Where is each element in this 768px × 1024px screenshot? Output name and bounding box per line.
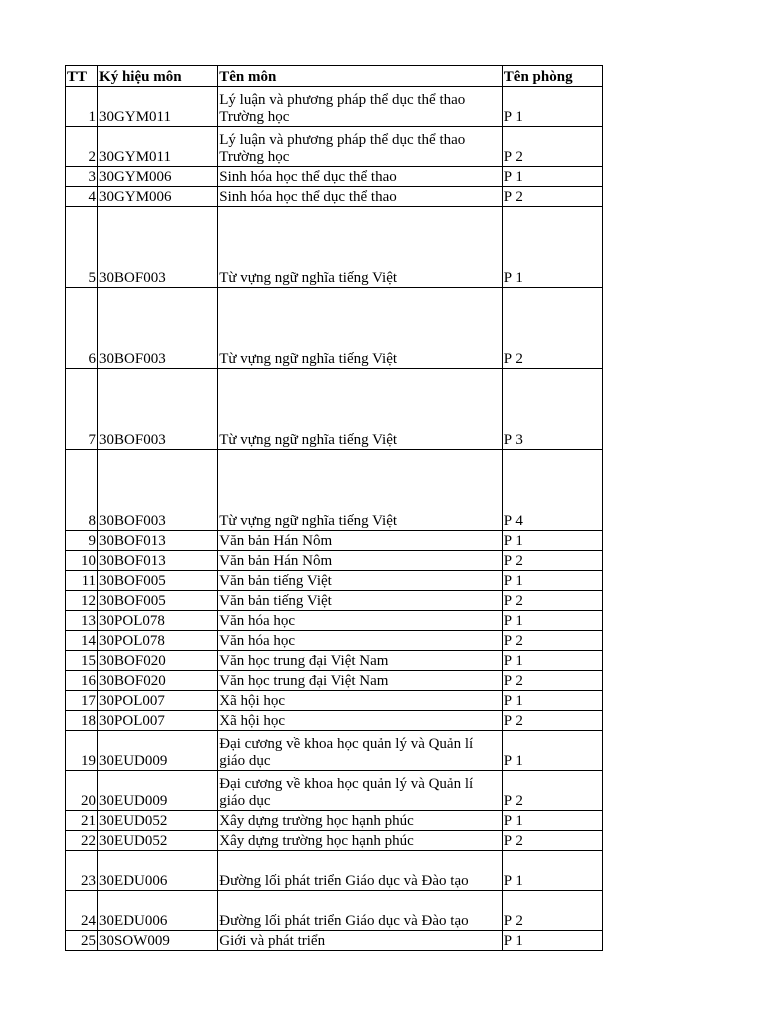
cell-room[interactable]: P 1 bbox=[502, 571, 602, 591]
cell-room[interactable]: P 1 bbox=[502, 851, 602, 891]
cell-code[interactable]: 30BOF013 bbox=[98, 551, 218, 571]
cell-name[interactable]: Từ vựng ngữ nghĩa tiếng Việt bbox=[218, 369, 503, 450]
cell-room[interactable]: P 2 bbox=[502, 711, 602, 731]
cell-tt[interactable]: 1 bbox=[66, 87, 98, 127]
cell-room[interactable]: P 1 bbox=[502, 651, 602, 671]
table-row bbox=[66, 831, 603, 851]
cell-name[interactable]: Văn bản tiếng Việt bbox=[218, 571, 503, 591]
cell-room[interactable]: P 1 bbox=[502, 731, 602, 771]
cell-name[interactable]: Đại cương về khoa học quản lý và Quản lí giáo dục bbox=[218, 731, 503, 771]
cell-code[interactable]: 30EUD052 bbox=[98, 831, 218, 851]
cell-room[interactable]: P 2 bbox=[502, 831, 602, 851]
table-row bbox=[66, 671, 603, 691]
cell-tt[interactable]: 5 bbox=[66, 207, 98, 288]
cell-tt[interactable]: 10 bbox=[66, 551, 98, 571]
cell-room[interactable]: P 1 bbox=[502, 87, 602, 127]
cell-code[interactable]: 30POL007 bbox=[98, 691, 218, 711]
cell-room[interactable]: P 2 bbox=[502, 187, 602, 207]
cell-room[interactable]: P 2 bbox=[502, 288, 602, 369]
cell-tt[interactable]: 21 bbox=[66, 811, 98, 831]
cell-room[interactable]: P 2 bbox=[502, 551, 602, 571]
cell-room[interactable]: P 1 bbox=[502, 811, 602, 831]
cell-room[interactable]: P 1 bbox=[502, 167, 602, 187]
cell-tt[interactable]: 12 bbox=[66, 591, 98, 611]
cell-name[interactable]: Từ vựng ngữ nghĩa tiếng Việt bbox=[218, 450, 503, 531]
table-row bbox=[66, 591, 603, 611]
cell-code[interactable]: 30SOW009 bbox=[98, 931, 218, 951]
cell-code[interactable]: 30BOF003 bbox=[98, 450, 218, 531]
cell-room[interactable]: P 1 bbox=[502, 691, 602, 711]
cell-name[interactable]: Đường lối phát triển Giáo dục và Đào tạo bbox=[218, 891, 503, 931]
cell-name[interactable]: Văn học trung đại Việt Nam bbox=[218, 651, 503, 671]
cell-code[interactable]: 30BOF013 bbox=[98, 531, 218, 551]
cell-name[interactable]: Sinh hóa học thể dục thể thao bbox=[218, 187, 503, 207]
table-row bbox=[66, 450, 603, 531]
cell-code[interactable]: 30BOF005 bbox=[98, 571, 218, 591]
table-row bbox=[66, 288, 603, 369]
cell-name[interactable]: Văn hóa học bbox=[218, 631, 503, 651]
table-row bbox=[66, 631, 603, 651]
table-row bbox=[66, 611, 603, 631]
cell-tt[interactable]: 15 bbox=[66, 651, 98, 671]
cell-room[interactable]: P 2 bbox=[502, 771, 602, 811]
cell-name[interactable]: Lý luận và phương pháp thể dục thể thao Trường học bbox=[218, 87, 503, 127]
cell-tt[interactable]: 17 bbox=[66, 691, 98, 711]
cell-room[interactable]: P 1 bbox=[502, 931, 602, 951]
cell-tt[interactable]: 23 bbox=[66, 851, 98, 891]
cell-code[interactable]: 30EUD009 bbox=[98, 731, 218, 771]
cell-name[interactable]: Từ vựng ngữ nghĩa tiếng Việt bbox=[218, 288, 503, 369]
table-row bbox=[66, 691, 603, 711]
table-row bbox=[66, 187, 603, 207]
cell-code[interactable]: 30BOF003 bbox=[98, 207, 218, 288]
cell-code[interactable]: 30BOF020 bbox=[98, 651, 218, 671]
cell-tt[interactable]: 9 bbox=[66, 531, 98, 551]
cell-code[interactable]: 30GYM006 bbox=[98, 167, 218, 187]
cell-room[interactable]: P 1 bbox=[502, 531, 602, 551]
cell-name[interactable]: Văn hóa học bbox=[218, 611, 503, 631]
table-body bbox=[66, 87, 603, 951]
cell-name[interactable]: Xây dựng trường học hạnh phúc bbox=[218, 811, 503, 831]
cell-name[interactable]: Giới và phát triển bbox=[218, 931, 503, 951]
cell-tt[interactable]: 19 bbox=[66, 731, 98, 771]
table-row bbox=[66, 811, 603, 831]
table-row bbox=[66, 207, 603, 288]
cell-code[interactable]: 30EDU006 bbox=[98, 891, 218, 931]
cell-code[interactable]: 30POL078 bbox=[98, 631, 218, 651]
room-schedule-table bbox=[65, 65, 603, 951]
cell-name[interactable]: Xã hội học bbox=[218, 691, 503, 711]
cell-code[interactable]: 30EUD009 bbox=[98, 771, 218, 811]
cell-tt[interactable]: 25 bbox=[66, 931, 98, 951]
cell-room[interactable]: P 2 bbox=[502, 127, 602, 167]
cell-code[interactable]: 30BOF003 bbox=[98, 288, 218, 369]
cell-tt[interactable]: 16 bbox=[66, 671, 98, 691]
cell-name[interactable]: Văn học trung đại Việt Nam bbox=[218, 671, 503, 691]
cell-tt[interactable]: 24 bbox=[66, 891, 98, 931]
cell-code[interactable]: 30POL078 bbox=[98, 611, 218, 631]
table-row bbox=[66, 931, 603, 951]
cell-name[interactable]: Xã hội học bbox=[218, 711, 503, 731]
table-row bbox=[66, 771, 603, 811]
cell-tt[interactable]: 18 bbox=[66, 711, 98, 731]
header-code[interactable]: Ký hiệu môn bbox=[98, 66, 218, 87]
cell-room[interactable]: P 4 bbox=[502, 450, 602, 531]
table-row bbox=[66, 731, 603, 771]
cell-code[interactable]: 30BOF020 bbox=[98, 671, 218, 691]
table-row bbox=[66, 891, 603, 931]
table-row bbox=[66, 551, 603, 571]
table-row bbox=[66, 651, 603, 671]
cell-tt[interactable]: 11 bbox=[66, 571, 98, 591]
cell-room[interactable]: P 2 bbox=[502, 631, 602, 651]
cell-tt[interactable]: 7 bbox=[66, 369, 98, 450]
cell-room[interactable]: P 2 bbox=[502, 891, 602, 931]
header-tt[interactable]: TT bbox=[66, 66, 98, 87]
cell-tt[interactable]: 8 bbox=[66, 450, 98, 531]
cell-name[interactable]: Đường lối phát triển Giáo dục và Đào tạo bbox=[218, 851, 503, 891]
table-row bbox=[66, 531, 603, 551]
cell-name[interactable]: Văn bản Hán Nôm bbox=[218, 551, 503, 571]
cell-code[interactable]: 30EUD052 bbox=[98, 811, 218, 831]
table-row bbox=[66, 369, 603, 450]
cell-name[interactable]: Văn bản Hán Nôm bbox=[218, 531, 503, 551]
cell-room[interactable]: P 1 bbox=[502, 207, 602, 288]
cell-name[interactable]: Xây dựng trường học hạnh phúc bbox=[218, 831, 503, 851]
cell-tt[interactable]: 2 bbox=[66, 127, 98, 167]
cell-name[interactable]: Đại cương về khoa học quản lý và Quản lí giáo dục bbox=[218, 771, 503, 811]
cell-tt[interactable]: 13 bbox=[66, 611, 98, 631]
cell-tt[interactable]: 3 bbox=[66, 167, 98, 187]
header-row bbox=[66, 66, 603, 87]
table-row bbox=[66, 127, 603, 167]
cell-tt[interactable]: 22 bbox=[66, 831, 98, 851]
header-room[interactable]: Tên phòng bbox=[502, 66, 602, 87]
cell-code[interactable]: 30GYM011 bbox=[98, 127, 218, 167]
table-row bbox=[66, 711, 603, 731]
cell-tt[interactable]: 6 bbox=[66, 288, 98, 369]
cell-room[interactable]: P 3 bbox=[502, 369, 602, 450]
cell-tt[interactable]: 4 bbox=[66, 187, 98, 207]
cell-code[interactable]: 30BOF005 bbox=[98, 591, 218, 611]
cell-code[interactable]: 30POL007 bbox=[98, 711, 218, 731]
cell-code[interactable]: 30GYM006 bbox=[98, 187, 218, 207]
cell-room[interactable]: P 1 bbox=[502, 611, 602, 631]
table-row bbox=[66, 851, 603, 891]
cell-code[interactable]: 30BOF003 bbox=[98, 369, 218, 450]
cell-name[interactable]: Văn bản tiếng Việt bbox=[218, 591, 503, 611]
table-row bbox=[66, 571, 603, 591]
cell-room[interactable]: P 2 bbox=[502, 591, 602, 611]
cell-code[interactable]: 30GYM011 bbox=[98, 87, 218, 127]
cell-name[interactable]: Sinh hóa học thể dục thể thao bbox=[218, 167, 503, 187]
cell-tt[interactable]: 14 bbox=[66, 631, 98, 651]
table-row bbox=[66, 87, 603, 127]
cell-tt[interactable]: 20 bbox=[66, 771, 98, 811]
cell-name[interactable]: Từ vựng ngữ nghĩa tiếng Việt bbox=[218, 207, 503, 288]
header-name[interactable]: Tên môn bbox=[218, 66, 503, 87]
cell-code[interactable]: 30EDU006 bbox=[98, 851, 218, 891]
cell-room[interactable]: P 2 bbox=[502, 671, 602, 691]
table-row bbox=[66, 167, 603, 187]
cell-name[interactable]: Lý luận và phương pháp thể dục thể thao Trường học bbox=[218, 127, 503, 167]
